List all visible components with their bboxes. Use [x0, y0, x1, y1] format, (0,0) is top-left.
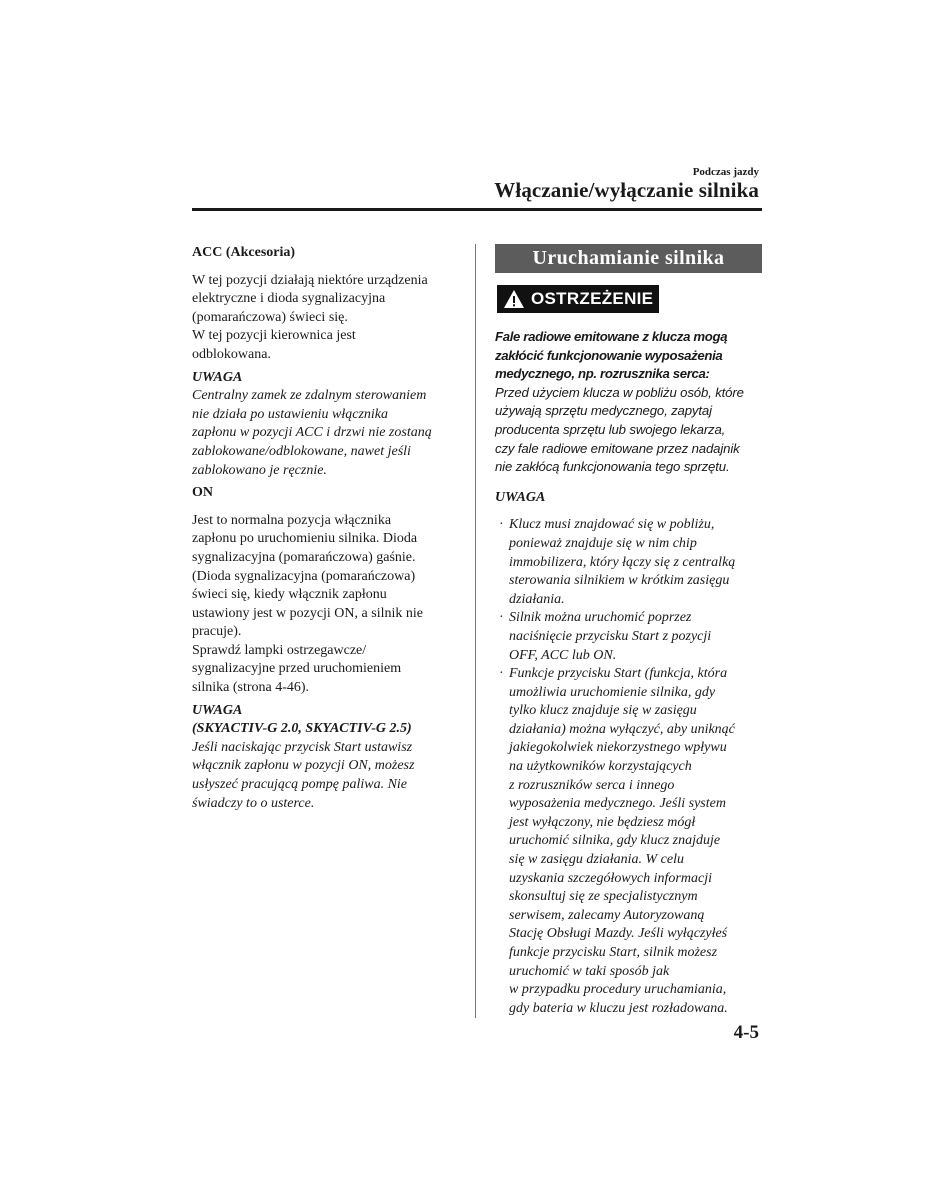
text-line: umożliwia uruchomienie silnika, gdy: [509, 684, 716, 700]
text-line: ustawiony jest w pozycji ON, a silnik nie: [192, 605, 423, 621]
note2-text: [192, 739, 464, 813]
text-line: Przed użyciem klucza w pobliżu osób, które: [495, 384, 744, 400]
text-line: jakiegokolwiek niekorzystnego wpływu: [509, 740, 727, 756]
text-line: uzyskania szczegółowych informacji: [509, 870, 712, 886]
text-line: uruchomić w taki sposób jak: [509, 963, 670, 979]
text-line: zakłócić funkcjonowanie wyposażenia: [495, 347, 723, 363]
text-line: W tej pozycji kierownica jest: [192, 328, 356, 344]
note1-heading: UWAGA: [192, 369, 243, 385]
acc-heading: ACC (Akcesoria): [192, 245, 296, 260]
text-line: (Dioda sygnalizacyjna (pomarańczowa): [192, 568, 416, 584]
on-heading: ON: [192, 485, 213, 501]
note-bullet-list: [495, 516, 762, 1018]
text-line: się w zasięgu działania. W celu: [509, 852, 684, 868]
warning-label: [497, 285, 659, 313]
text-line: funkcje przycisku Start, silnik możesz: [509, 945, 718, 960]
text-line: zablokowano je ręcznie.: [192, 462, 327, 478]
note2-subheading: (SKYACTIV-G 2.0, SKYACTIV-G 2.5): [192, 721, 412, 737]
text-line: włącznik zapłonu w pozycji ON, możesz: [192, 758, 415, 774]
right-note: [495, 489, 762, 1019]
text-line: wyposażenia medycznego. Jeśli system: [509, 796, 726, 812]
text-line: Jeśli naciskając przycisk Start ustawisz: [192, 739, 413, 755]
text-line: · Funkcje przycisku Start (funkcja, która: [509, 666, 728, 682]
text-line: (pomarańczowa) świeci się.: [192, 309, 348, 325]
on-text: [192, 512, 464, 698]
text-line: Jest to normalna pozycja włącznika: [192, 512, 392, 528]
text-line: · Klucz musi znajdować się w pobliżu,: [509, 517, 715, 533]
text-line: uruchomić silnika, gdy klucz znajduje: [509, 833, 721, 849]
note-bullet: [495, 609, 762, 665]
section-banner: Uruchamianie silnika: [495, 244, 762, 273]
text-line: elektryczne i dioda sygnalizacyjna: [192, 291, 386, 307]
text-line: sygnalizacyjne przed uruchomieniem: [192, 661, 402, 677]
text-line: zablokowane/odblokowane, nawet jeśli: [192, 443, 411, 459]
right-column: [495, 244, 762, 1018]
text-line: usłyszeć pracującą pompę paliwa. Nie: [192, 777, 408, 793]
right-note-heading: UWAGA: [495, 489, 546, 505]
text-line: w przypadku procedury uruchamiania,: [509, 982, 727, 998]
warning-triangle-icon: [503, 289, 525, 309]
text-line: Stację Obsługi Mazdy. Jeśli wyłączyłeś: [509, 926, 728, 942]
warning-body: [495, 328, 762, 477]
page-title: Włączanie/wyłączanie silnika: [494, 178, 759, 202]
text-line: gdy bateria w kluczu jest rozładowana.: [509, 1000, 728, 1016]
warning-text: [495, 384, 762, 477]
text-line: nie zakłócą funkcjonowania tego sprzętu.: [495, 459, 730, 475]
text-line: z rozruszników serca i innego: [509, 777, 675, 793]
text-line: ponieważ znajduje się w nim chip: [509, 535, 697, 551]
text-line: silnika (strona 4-46).: [192, 680, 310, 696]
text-line: OFF, ACC lub ON.: [509, 647, 617, 663]
text-line: immobilizera, który łączy się z centralką: [509, 554, 736, 570]
text-line: serwisem, zalecamy Autoryzowaną: [509, 907, 705, 923]
text-line: medycznego, np. rozrusznika serca:: [495, 366, 710, 382]
text-line: czy fale radiowe emitowane przez nadajnik: [495, 440, 740, 456]
text-line: jest wyłączony, nie będziesz mógł: [509, 814, 696, 830]
text-line: skonsultuj się ze specjalistycznym: [509, 889, 698, 905]
warning-label-text: OSTRZEŻENIE: [531, 289, 654, 308]
text-line: nie działa po ustawieniu włącznika: [192, 406, 388, 422]
text-line: W tej pozycji działają niektóre urządzenia: [192, 272, 428, 288]
column-divider: [475, 244, 476, 1018]
warning-bold-text: [495, 328, 762, 384]
left-column: [192, 244, 464, 813]
note-bullet: [495, 665, 762, 1018]
text-line: Centralny zamek ze zdalnym sterowaniem: [192, 388, 427, 404]
text-line: na użytkowników korzystających: [509, 759, 692, 775]
text-line: zapłonu po uruchomieniu silnika. Dioda: [192, 531, 418, 547]
text-line: naciśnięcie przycisku Start z pozycji: [509, 628, 712, 644]
text-line: zapłonu w pozycji ACC i drzwi nie zostaną: [192, 425, 432, 441]
text-line: świeci się, kiedy włącznik zapłonu: [192, 587, 387, 603]
text-line: odblokowana.: [192, 346, 271, 362]
text-line: sygnalizacyjna (pomarańczowa) gaśnie.: [192, 549, 416, 565]
note2-heading: UWAGA: [192, 702, 243, 718]
text-line: pracuje).: [192, 624, 242, 640]
text-line: Sprawdź lampki ostrzegawcze/: [192, 642, 367, 658]
text-line: tylko klucz znajduje się w zasięgu: [509, 703, 697, 719]
text-line: sterowania silnikiem w krótkim zasięgu: [509, 573, 730, 589]
text-line: producenta sprzętu lub swojego lekarza,: [495, 421, 726, 437]
text-line: · Silnik można uruchomić poprzez: [509, 610, 692, 626]
text-line: działania.: [509, 591, 565, 607]
note-bullet: [495, 516, 762, 609]
text-line: Fale radiowe emitowane z klucza mogą: [495, 329, 728, 344]
text-line: świadczy to o usterce.: [192, 795, 315, 811]
page-number: 4-5: [733, 1022, 759, 1043]
text-line: działania) można wyłączyć, aby uniknąć: [509, 721, 735, 737]
acc-text: [192, 272, 464, 365]
header-rule: [192, 208, 762, 211]
text-line: używają sprzętu medycznego, zapytaj: [495, 403, 712, 419]
section-title: Podczas jazdy: [692, 166, 759, 178]
note1-text: [192, 387, 464, 480]
